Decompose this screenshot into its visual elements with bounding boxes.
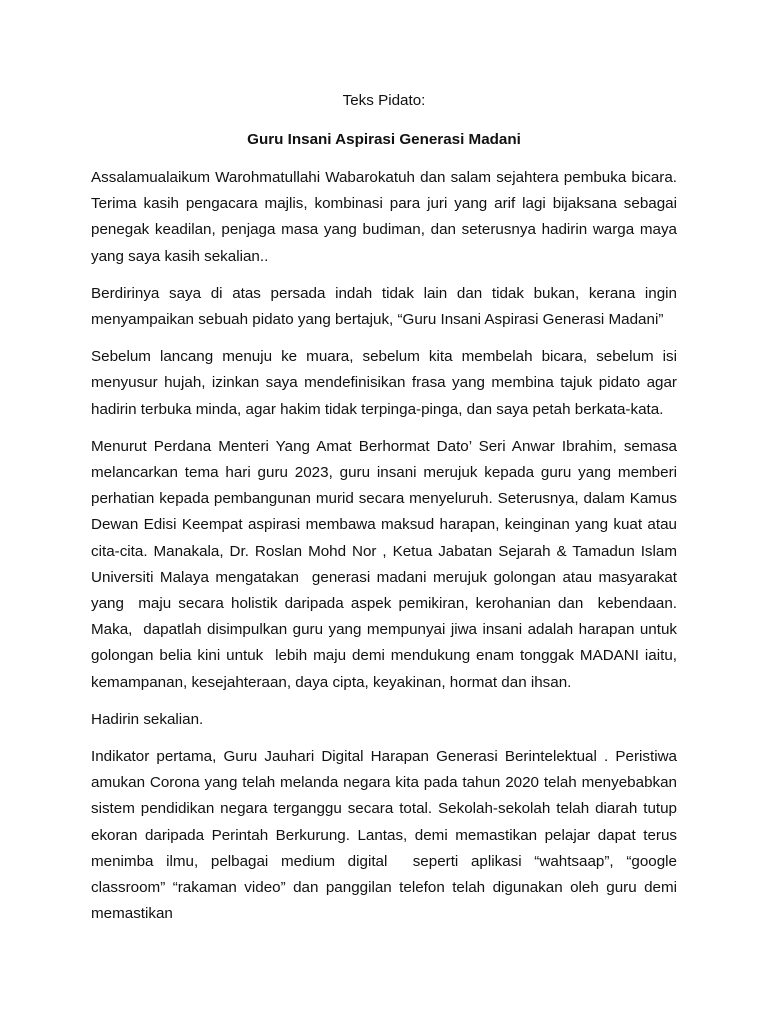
paragraph-introduction: Berdirinya saya di atas persada indah tidak lain dan tidak bukan, kerana ingin menyampaikan sebuah pidato yang bertajuk, “Guru Insani Aspirasi Generasi Madani”: [91, 284, 682, 329]
paragraph-opening-greeting: Assalamualaikum Warohmatullahi Wabarokatuh dan salam sejahtera pembuka bicara. Terima kasih pengacara majlis, kombinasi para juri yang arif lagi bijaksana sebagai penegak keadilan, penjaga masa yang budiman, dan seterusnya hadirin warga maya yang saya kasih sekalian..: [91, 169, 682, 265]
paragraph-definitions: Menurut Perdana Menteri Yang Amat Berhormat Dato’ Seri Anwar Ibrahim, semasa melancarkan tema hari guru 2023, guru insani merujuk kepada guru yang memberi perhatian kepada pembangunan murid secara menyeluruh. Seterusnya, dalam Kamus Dewan Edisi Keempat aspirasi membawa maksud harapan, keinginan yang kuat atau cita-cita. Manakala, Dr. Roslan Mohd Nor , Ketua Jabatan Sejarah & Tamadun Islam Universiti Malaya mengatakan generasi madani merujuk golongan atau masyarakat yang maju secara holistik daripada aspek pemikiran, kerohanian dan kebendaan. Maka, dapatlah disimpulkan guru yang mempunyai jiwa insani adalah harapan untuk golongan belia kini untuk lebih maju demi mendukung enam tonggak MADANI iaitu, kemampanan, kesejahteraan, daya cipta, keyakinan, hormat dan ihsan.: [91, 437, 682, 691]
document-title: Guru Insani Aspirasi Generasi Madani: [247, 131, 521, 148]
document-body: [91, 88, 682, 938]
paragraph-first-indicator: Indikator pertama, Guru Jauhari Digital Harapan Generasi Berintelektual . Peristiwa amukan Corona yang telah melanda negara kita pada tahun 2020 telah menyebabkan sistem pendidikan negara terganggu secara total. Sekolah-sekolah telah diarah tutup ekoran daripada Perintah Berkurung. Lantas, demi memastikan pelajar dapat terus menimba ilmu, pelbagai medium digital seperti aplikasi “wahtsaap”, “google classroom” “rakaman video” dan panggilan telefon telah digunakan oleh guru demi memastikan: [91, 748, 682, 923]
paragraph-address: Hadirin sekalian.: [91, 710, 204, 728]
document-label: Teks Pidato:: [342, 92, 426, 109]
paragraph-preface: Sebelum lancang menuju ke muara, sebelum kita membelah bicara, sebelum isi menyusur hujah, izinkan saya mendefinisikan frasa yang membina tajuk pidato agar hadirin terbuka minda, agar hakim tidak terpinga-pinga, dan saya petah berkata-kata.: [91, 348, 682, 418]
